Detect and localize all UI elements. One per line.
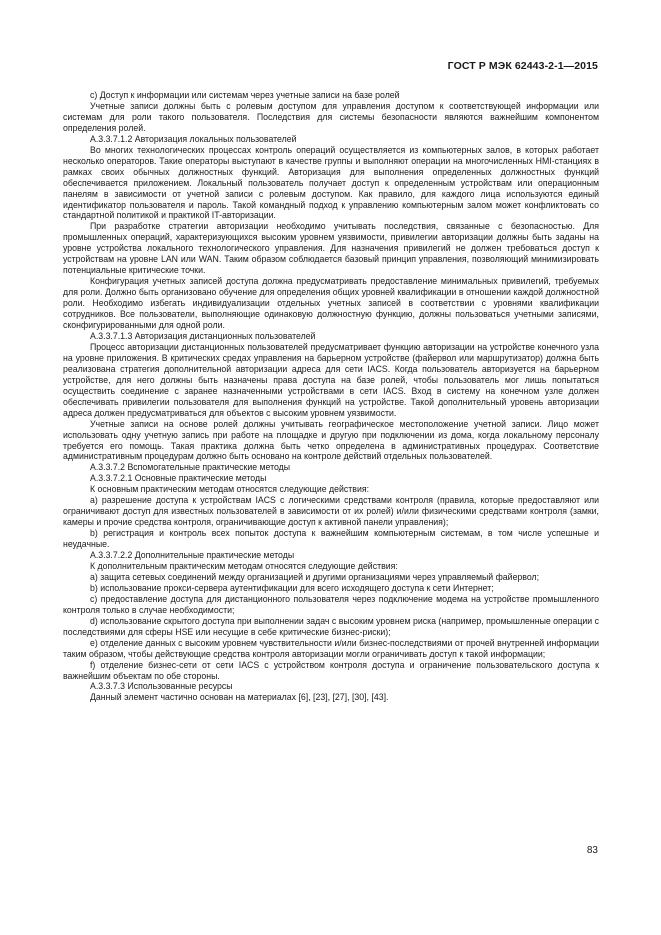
document-header: ГОСТ Р МЭК 62443-2-1—2015 [447, 60, 598, 72]
document-body [63, 90, 599, 703]
section-heading: А.3.3.7.1.3 Авторизация дистанционных пользователей [90, 330, 316, 341]
section-heading: А.3.3.7.3 Использованные ресурсы [90, 681, 233, 692]
body-paragraph: Во многих технологических процессах контроль операций осуществляется из компьютерных залов, в которых работает несколько операторов. Такие операторы выступают в качестве группы и выполняют операции на многочисленных HMI-станциях в рамках своих обычных должностных функций. Авторизация для выполнения определенных должностных функций обеспечивается приложением. Локальный пользователь получает доступ к определенным устройствам или операционным панелям в зависимости от учетной записи с ролевым доступом. Как правило, для каждого лица используются единый идентификатор пользователя и пароль. Такой командный подход к управлению компьютерным залом может конфликтовать со стандартной политикой и практикой IT-авторизации. [63, 144, 599, 221]
section-heading: А.3.3.7.2.1 Основные практические методы [90, 473, 267, 484]
list-item: е) отделение данных с высоким уровнем чувствительности и/или бизнес-последствиями от прочей внутренней информации таким образом, чтобы действующие средства контроля авторизации могли ограничивать доступ к такой информации; [63, 637, 599, 659]
body-paragraph: При разработке стратегии авторизации необходимо учитывать последствия, связанные с безопасностью. Для промышленных операций, характеризующихся высоким уровнем уязвимости, привилегии авторизации должны быть заданы на уровне устройства локального технологического управления. Для назначения привилегий не должен требоваться доступ к устройствам на уровне LAN или WAN. Таким образом соблюдается базовый принцип управления, позволяющий минимизировать потенциальные критические точки. [63, 221, 599, 276]
body-paragraph: К основным практическим методам относятся следующие действия: [90, 484, 370, 495]
list-item: c) Доступ к информации или системам через учетные записи на базе ролей [90, 90, 400, 100]
list-item: f) отделение бизнес-сети от сети IACS с устройством контроля доступа и ограничение пользовательского доступа к важнейшим объектам по обе стороны. [63, 659, 599, 681]
list-item: b) регистрация и контроль всех попыток доступа к важнейшим компьютерным системам, в том числе успешные и неудачные. [63, 528, 599, 550]
body-paragraph: Учетные записи на основе ролей должны учитывать географическое местоположение учетной записи. Лицо может использовать одну учетную запись при работе на площадке и другую при подключении из дома, когда локальному персоналу требуется его помощь. Такая практика должна быть четко определена в административных процедурах. Соответствие административным процедурам должно быть основано на контроле действий отдельных пользователей. [63, 418, 599, 462]
list-item: c) предоставление доступа для дистанционного пользователя через подключение модема на устройстве промышленного контроля только в случае необходимости; [63, 593, 599, 615]
section-heading: А.3.3.7.2 Вспомогательные практические методы [90, 462, 291, 473]
body-paragraph: К дополнительным практическим методам относятся следующие действия: [90, 560, 398, 571]
page-number: 83 [586, 845, 598, 856]
list-item: d) использование скрытого доступа при выполнении задач с высоким уровнем риска (например, промышленные операции с последствиями для сферы HSE или несущие в себе критические бизнес-риски); [63, 615, 599, 637]
body-paragraph: Процесс авторизации дистанционных пользователей предусматривает функцию авторизации на устройстве конечного узла на уровне приложения. В критических средах управления на барьерном устройстве (файервол или маршрутизатор) должна быть реализована стратегия дополнительной авторизации адреса для сети IACS. Когда пользователь авторизуется на барьерном устройстве, для него должны быть назначены права доступа на базе ролей, чтобы пользователь мог лишь попытаться осуществить соединение с заранее назначенными устройствами в сети IACS. Вход в систему на конечном узле должен обеспечивать привилегии пользователя для выполнения функций на устройстве. Такой дополнительный уровень авторизации адреса должен предусматриваться для объектов с высоким уровнем уязвимости. [63, 341, 599, 418]
body-paragraph: Конфигурация учетных записей доступа должна предусматривать предоставление минимальных привилегий, требуемых для роли. Должно быть организовано обучение для определения общих уровней квалификации в отношении каждой должностной роли. Необходимо избегать индивидуализации отдельных учетных записей в соответствии с уровнями квалификации сотрудников. Все пользователи, выполняющие одинаковую должностную функцию, должны пользоваться учетными записями, сконфигурированными для одной роли. [63, 276, 599, 331]
section-heading: А.3.3.7.2.2 Дополнительные практические методы [90, 550, 295, 561]
body-paragraph: Учетные записи должны быть с ролевым доступом для управления доступом к соответствующей информации или системам для роли такого пользователя. Последствия для системы безопасности являются важнейшим компонентом определения ролей. [63, 100, 599, 133]
list-item: а) разрешение доступа к устройствам IACS с логическими средствами контроля (правила, которые предоставляют или ограничивают доступ для известных пользователей в зависимости от их ролей) и/или физическими средствами контроля (замки, камеры и прочие средства контроля, ограничивающие доступ к активной панели управления); [63, 495, 599, 528]
list-item: b) использование прокси-сервера аутентификации для всего исходящего доступа к сети Интернет; [90, 582, 494, 593]
body-paragraph: Данный элемент частично основан на материалах [6], [23], [27], [30], [43]. [90, 692, 389, 703]
list-item: а) защита сетевых соединений между организацией и другими организациями через управляемый файервол; [90, 571, 540, 582]
section-heading: А.3.3.7.1.2 Авторизация локальных пользователей [90, 133, 297, 144]
